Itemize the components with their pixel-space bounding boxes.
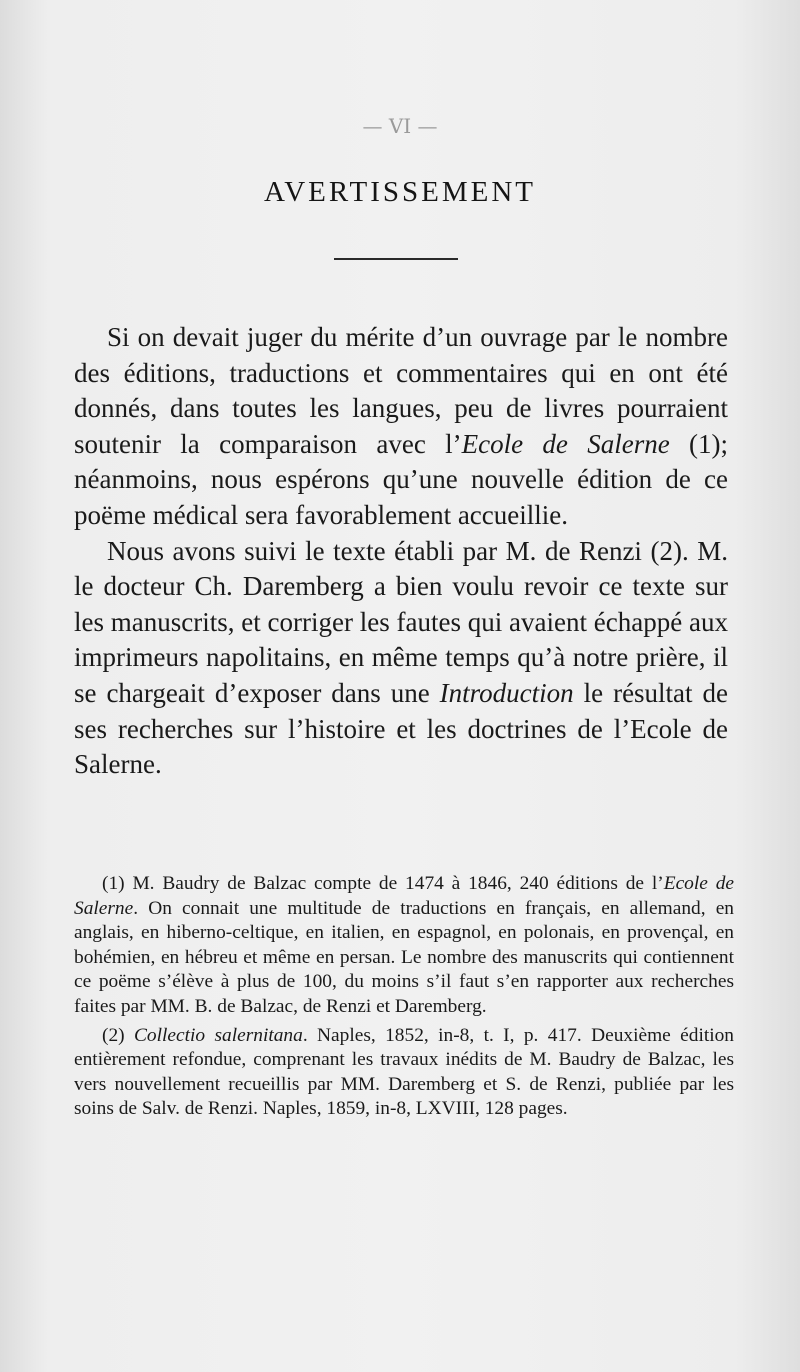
title-rule — [334, 258, 458, 260]
footnotes — [74, 872, 734, 1126]
italic-book-title: Ecole de Salerne — [461, 428, 670, 459]
paragraph-2: Nous avons suivi le texte établi par M. de Renzi (2). M. le docteur Ch. Daremberg a bien voulu revoir ce texte sur les manuscrits, et corriger les fautes qui avaient échappé aux imprimeurs napolitains, en même temps qu’à notre prière, il se chargeait d’exposer dans une Introduction le résultat de ses recherches sur l’histoire et les doctrines de l’Ecole de Salerne. — [74, 535, 728, 780]
main-text — [74, 320, 728, 783]
italic-collection-title: Collectio salernitana — [134, 1024, 303, 1046]
italic-book-title: Ecole de Salerne — [74, 873, 734, 919]
paragraph-1: Si on devait juger du mérite d’un ouvrage par le nombre des éditions, traductions et commentaires qui en ont été donnés, dans toutes les langues, peu de livres pourraient soutenir la comparaison avec l’Ecole de Salerne (1); néanmoins, nous espérons qu’une nouvelle édition de ce poëme médical sera favorablement accueillie. — [74, 322, 729, 530]
page-number: — VI — — [362, 114, 438, 138]
page-title: AVERTISSEMENT — [264, 176, 536, 208]
italic-introduction: Introduction — [439, 677, 574, 708]
footnote-1: (1) M. Baudry de Balzac compte de 1474 à 1846, 240 éditions de l’Ecole de Salerne. On connait une multitude de traductions en français, en allemand, en anglais, en hiberno-celtique, en italien, en espagnol, en polonais, en provençal, en bohémien, en hébreu et même en persan. Le nombre des manuscrits qui contiennent ce poëme s’élève à plus de 100, du moins s’il faut s’en rapporter aux recherches faites par MM. B. de Balzac, de Renzi et Daremberg. — [74, 873, 734, 1017]
footnote-2: (2) Collectio salernitana. Naples, 1852, in-8, t. I, p. 417. Deuxième édition entièrement refondue, comprenant les travaux inédits de M. Baudry de Balzac, les vers nouvellement recueillis par MM. Daremberg et S. de Renzi, publiée par les soins de Salv. de Renzi. Naples, 1859, in-8, LXVIII, 128 pages. — [74, 1024, 735, 1120]
